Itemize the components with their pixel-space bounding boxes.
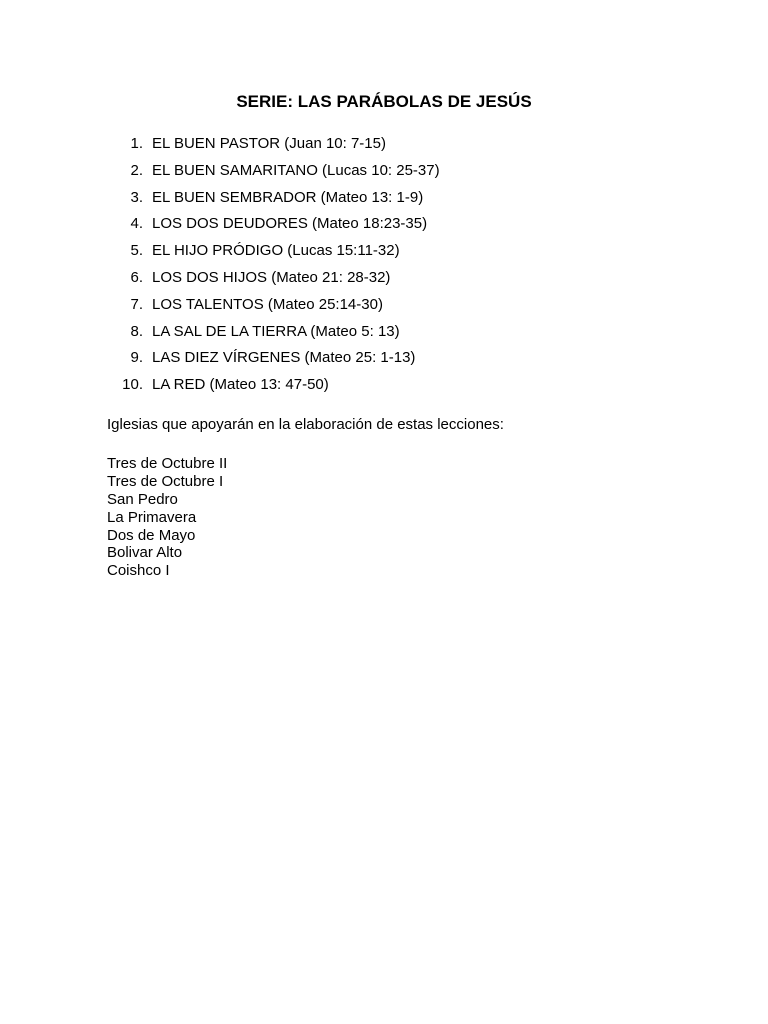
- list-item-number: 5.: [130, 242, 143, 260]
- list-item-number: 2.: [130, 161, 143, 179]
- church-item: Bolivar Alto: [107, 544, 183, 562]
- list-item-text: LOS TALENTOS (Mateo 25:14-30): [152, 295, 383, 313]
- document-title: SERIE: LAS PARÁBOLAS DE JESÚS: [236, 92, 532, 111]
- list-item-text: LA SAL DE LA TIERRA (Mateo 5: 13): [152, 322, 400, 340]
- church-item: Coishco I: [107, 562, 170, 580]
- list-item-number: 6.: [130, 268, 143, 286]
- list-item-text: LAS DIEZ VÍRGENES (Mateo 25: 1-13): [152, 349, 416, 367]
- church-item: La Primavera: [107, 508, 197, 526]
- list-item-number: 7.: [130, 295, 143, 313]
- churches-list: [107, 455, 227, 580]
- church-item: Tres de Octubre II: [107, 455, 228, 472]
- church-item: San Pedro: [107, 490, 178, 508]
- church-item: Tres de Octubre I: [107, 472, 224, 490]
- list-item-number: 10.: [122, 376, 143, 394]
- churches-intro: Iglesias que apoyarán en la elaboración de estas lecciones:: [107, 416, 504, 433]
- church-item: Dos de Mayo: [107, 526, 196, 544]
- list-item-number: 4.: [130, 215, 143, 233]
- list-item-number: 8.: [130, 322, 143, 340]
- list-item-text: LA RED (Mateo 13: 47-50): [152, 376, 329, 394]
- list-item-text: EL HIJO PRÓDIGO (Lucas 15:11-32): [152, 242, 400, 260]
- list-item-text: LOS DOS DEUDORES (Mateo 18:23-35): [152, 215, 428, 233]
- list-item-number: 3.: [130, 188, 143, 206]
- list-item-text: LOS DOS HIJOS (Mateo 21: 28-32): [152, 268, 391, 286]
- list-item-number: 1.: [130, 135, 143, 152]
- list-item-text: EL BUEN PASTOR (Juan 10: 7-15): [152, 135, 386, 152]
- list-item-text: EL BUEN SAMARITANO (Lucas 10: 25-37): [152, 161, 440, 179]
- list-item-text: EL BUEN SEMBRADOR (Mateo 13: 1-9): [152, 188, 424, 206]
- list-item-number: 9.: [130, 349, 143, 367]
